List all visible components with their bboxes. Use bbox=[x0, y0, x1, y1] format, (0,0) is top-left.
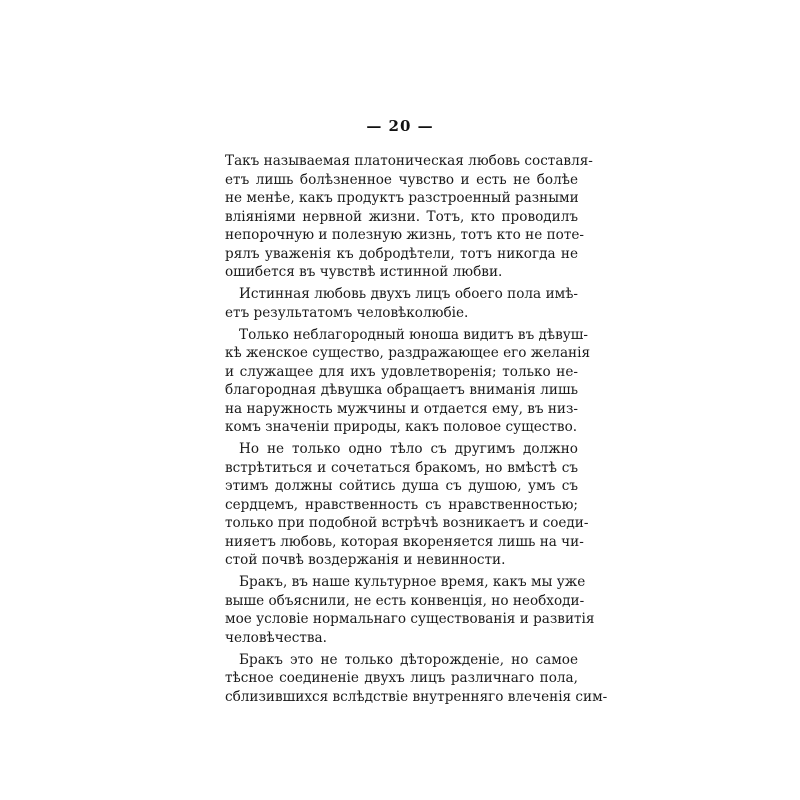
text-line: непорочную и полезную жизнь, тотъ кто не поте- bbox=[225, 227, 584, 244]
text-line: ошибется въ чувствѣ истинной любви. bbox=[225, 264, 503, 281]
text-line: кѣ женское существо, раздражающее его желанія bbox=[225, 345, 591, 362]
text-line: вліяніями нервной жизни. Тотъ, кто проводилъ bbox=[225, 208, 578, 225]
paragraph-5 bbox=[225, 573, 595, 647]
text-line: мое условіе нормальнаго существованія и развитія bbox=[225, 611, 595, 628]
text-line: и служащее для ихъ удовлетворенія; только не- bbox=[225, 363, 578, 380]
text-line: на наружность мужчины и отдается ему, въ низ- bbox=[225, 400, 578, 417]
text-line: етъ результатомъ человѣколюбіе. bbox=[225, 304, 469, 321]
text-line: благородная дѣвушка обращаетъ вниманія лишь bbox=[225, 382, 578, 399]
text-line: выше объяснили, не есть конвенція, но необходи- bbox=[225, 592, 585, 609]
text-line: сердцемъ, нравственность съ нравственностью; bbox=[225, 496, 578, 513]
text-line: Бракъ, въ наше культурное время, какъ мы уже bbox=[239, 574, 586, 591]
text-line: Только неблагородный юноша видитъ въ дѣвуш- bbox=[239, 326, 588, 343]
paragraph-2 bbox=[225, 285, 578, 322]
text-line: встрѣтиться и сочетаться бракомъ, но вмѣстѣ съ bbox=[225, 459, 578, 476]
text-line: Бракъ это не только дѣторожденіе, но самое bbox=[239, 651, 578, 668]
text-line: не менѣе, какъ продуктъ разстроенный разными bbox=[225, 190, 579, 207]
page-number: — 20 — bbox=[366, 117, 434, 135]
text-line: человѣчества. bbox=[225, 629, 327, 646]
text-line: Но не только одно тѣло съ другимъ должно bbox=[239, 441, 578, 458]
text-line: только при подобной встрѣчѣ возникаетъ и соеди- bbox=[225, 515, 589, 532]
paragraph-3 bbox=[225, 326, 591, 437]
paragraph-1 bbox=[225, 152, 593, 282]
text-line: Истинная любовь двухъ лицъ обоего пола имѣ- bbox=[239, 286, 578, 303]
text-line: нияетъ любовь, которая вкореняется лишь на чи- bbox=[225, 533, 584, 550]
paragraph-6 bbox=[225, 651, 608, 707]
text-line: комъ значеніи природы, какъ половое существо. bbox=[225, 419, 578, 436]
text-line: рялъ уваженія къ добродѣтели, тотъ никогда не bbox=[225, 245, 578, 262]
text-line: стой почвѣ воздержанія и невинности. bbox=[225, 552, 506, 569]
text-line: Такъ называемая платоническая любовь составля- bbox=[225, 153, 593, 169]
text-line: етъ лишь болѣзненное чувство и есть не болѣе bbox=[225, 171, 578, 188]
text-line: этимъ должны сойтись душа съ душою, умъ съ bbox=[225, 478, 578, 495]
body-text bbox=[225, 152, 608, 710]
text-line: тѣсное соединеніе двухъ лицъ различнаго пола, bbox=[225, 670, 578, 687]
paragraph-4 bbox=[225, 440, 589, 570]
text-line: сблизившихся вслѣдствіе внутренняго влеченія сим- bbox=[225, 688, 608, 705]
